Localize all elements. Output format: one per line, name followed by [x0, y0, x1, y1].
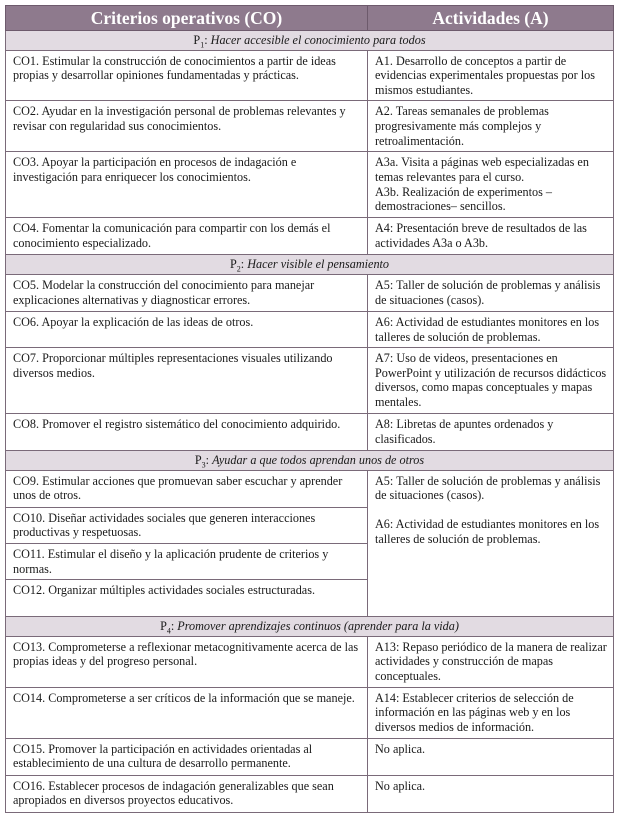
section-row-p3 — [6, 451, 614, 471]
activity-a6-repeat: A6: Actividad de estudiantes monitores en los talleres de solución de problemas. — [375, 516, 600, 546]
section-subscript: 3 — [201, 460, 206, 470]
activity-a4: A4: Presentación breve de resultados de las actividades A3a o A3b. — [368, 218, 614, 255]
section-row-p1 — [6, 31, 614, 51]
criterion-co8: CO8. Promover el registro sistemático del conocimiento adquirido. — [6, 414, 368, 451]
table-row — [6, 101, 614, 152]
activity-a3 — [368, 152, 614, 218]
header-criteria: Criterios operativos (CO) — [6, 6, 368, 31]
table-row — [6, 470, 614, 507]
table-row — [6, 414, 614, 451]
criterion-co12: CO12. Organizar múltiples actividades sociales estructuradas. — [6, 580, 368, 617]
section-title: Promover aprendizajes continuos (aprender para la vida) — [177, 619, 459, 634]
criterion-co11: CO11. Estimular el diseño y la aplicación prudente de criterios y normas. — [6, 543, 368, 579]
activity-a3a: A3a. Visita a páginas web especializadas en temas relevantes para el curso. — [375, 155, 589, 184]
section-p3: $P_3$: Ayudar a que todos aprendan unos de otros — [6, 451, 614, 471]
activity-a7: A7: Uso de videos, presentaciones en PowerPoint y utilización de recursos didácticos diversos, como mapas conceptuales y mapas mentales. — [368, 348, 614, 414]
activity-a5: A5: Taller de solución de problemas y análisis de situaciones (casos). — [368, 274, 614, 311]
section-prefix: P — [194, 453, 202, 468]
activity-a15: No aplica. — [368, 738, 614, 775]
activity-a2: A2. Tareas semanales de problemas progresivamente más complejos y retroalimentación. — [368, 101, 614, 152]
section-p4: $P_4$: Promover aprendizajes continuos (aprender para la vida) — [6, 617, 614, 637]
criterion-co5: CO5. Modelar la construcción del conocimiento para manejar explicaciones alternativas y diagnosticar errores. — [6, 274, 368, 311]
activity-a8: A8: Libretas de apuntes ordenados y clasificados. — [368, 414, 614, 451]
activity-a5-repeat: A5: Taller de solución de problemas y análisis de situaciones (casos). — [375, 473, 601, 503]
activity-a5-a6-shared — [368, 470, 614, 616]
criterion-co1: CO1. Estimular la construcción de conocimientos a partir de ideas propias y desarrollar opiniones fundamentadas y prácticas. — [6, 50, 368, 101]
criteria-table-container — [5, 5, 613, 813]
section-subscript: 1 — [200, 40, 205, 50]
section-title: Ayudar a que todos aprendan unos de otros — [212, 453, 425, 468]
header-row — [6, 6, 614, 31]
table-row — [6, 687, 614, 738]
section-title: Hacer accesible el conocimiento para todos — [210, 33, 426, 47]
activity-a3b: A3b. Realización de experimentos –demostraciones– sencillos. — [375, 184, 552, 214]
activity-a13: A13: Repaso periódico de la manera de realizar actividades y construcción de mapas conceptuales. — [368, 636, 614, 687]
table-row — [6, 311, 614, 347]
section-subscript: 2 — [236, 264, 241, 274]
criteria-activities-table — [5, 5, 614, 813]
criterion-co4: CO4. Fomentar la comunicación para compartir con los demás el conocimiento especializado. — [6, 218, 368, 255]
criterion-co7: CO7. Proporcionar múltiples representaciones visuales utilizando diversos medios. — [6, 348, 368, 414]
table-row — [6, 218, 614, 255]
criterion-co14: CO14. Comprometerse a ser críticos de la información que se maneje. — [6, 687, 368, 738]
table-row — [6, 775, 614, 812]
activity-a6: A6: Actividad de estudiantes monitores en los talleres de solución de problemas. — [368, 311, 614, 347]
section-subscript: 4 — [166, 626, 171, 636]
activity-a14: A14: Establecer criterios de selección de información en las páginas web y en los diversos medios de información. — [368, 687, 614, 738]
criterion-co13: CO13. Comprometerse a reflexionar metacognitivamente acerca de las propias ideas y del progreso personal. — [6, 636, 368, 687]
activity-a1: A1. Desarrollo de conceptos a partir de evidencias experimentales propuestas por los mismos estudiantes. — [368, 50, 614, 101]
table-row — [6, 152, 614, 218]
table-row — [6, 348, 614, 414]
table-row — [6, 274, 614, 311]
table-row — [6, 50, 614, 101]
table-row — [6, 636, 614, 687]
section-row-p2 — [6, 255, 614, 275]
criterion-co9: CO9. Estimular acciones que promuevan saber escuchar y aprender unos de otros. — [6, 470, 368, 507]
criterion-co6: CO6. Apoyar la explicación de las ideas de otros. — [6, 311, 368, 347]
section-row-p4 — [6, 617, 614, 637]
section-p1: $P_1$: Hacer accesible el conocimiento para todos — [6, 31, 614, 51]
header-activities: Actividades (A) — [368, 6, 614, 31]
criterion-co15: CO15. Promover la participación en actividades orientadas al establecimiento de una cultura de desarrollo permanente. — [6, 738, 368, 775]
activity-a16: No aplica. — [368, 775, 614, 812]
criterion-co3: CO3. Apoyar la participación en procesos de indagación e investigación para enriquecer los conocimientos. — [6, 152, 368, 218]
criterion-co10: CO10. Diseñar actividades sociales que generen interacciones productivas y respetuosas. — [6, 507, 368, 543]
table-row — [6, 738, 614, 775]
section-prefix: P — [160, 619, 167, 634]
section-prefix: P — [229, 257, 237, 272]
section-title: Hacer visible el pensamiento — [247, 257, 390, 272]
section-prefix: P — [193, 33, 201, 47]
criterion-co16: CO16. Establecer procesos de indagación generalizables que sean apropiados en diversos proyectos educativos. — [6, 775, 368, 812]
criterion-co2: CO2. Ayudar en la investigación personal de problemas relevantes y revisar con regularidad sus conocimientos. — [6, 101, 368, 152]
section-p2: $P_2$: Hacer visible el pensamiento — [6, 255, 614, 275]
